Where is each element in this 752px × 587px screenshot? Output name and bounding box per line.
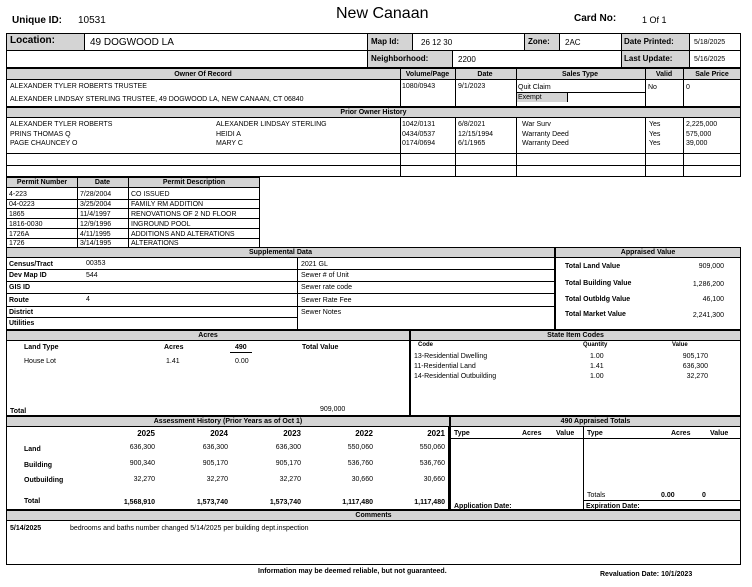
state-code-1: 13-Residential Dwelling [414,353,488,360]
appraised-label-4: Total Market Value [565,311,626,318]
prior-type-1: War Surv [522,121,551,128]
appraised-title: Appraised Value [555,247,741,258]
permit-number-4: 1816-0030 [9,221,43,228]
total-value-header: Total Value [302,344,339,351]
t490-totals-acres: 0.00 [661,492,675,499]
prior-volpage-2: 0434/0537 [402,131,436,138]
location-label: Location: [10,35,55,46]
assess-total-2024: 1,573,740 [196,499,228,506]
prior-coowner-1: ALEXANDER LINDSAY STERLING [216,121,327,128]
acres-header: Acres [164,344,184,351]
card-value: 1 Of 1 [642,15,667,25]
sale-price-header: Sale Price [695,71,729,78]
assess-land-2021: 550,060 [419,444,445,451]
year-2021: 2021 [427,429,445,438]
map-id-value: 26 12 30 [421,38,453,47]
assess-land-2023: 636,300 [275,444,301,451]
permit-desc-3: RENOVATIONS OF 2 ND FLOOR [131,211,237,218]
permit-date-5: 4/11/1995 [80,231,111,238]
prior-valid-3: Yes [649,140,661,147]
permit-date-2: 3/25/2004 [80,201,112,208]
state-qty-3: 1.00 [590,373,604,380]
year-2022: 2022 [355,429,373,438]
assess-building-2021: 536,760 [419,460,445,467]
state-value-header: Value [672,342,688,348]
acres-table [6,340,410,416]
permit-date-1: 7/28/2004 [80,191,112,198]
date-printed-label: Date Printed: [624,37,674,46]
revaluation-date: Revaluation Date: 10/1/2023 [600,571,693,578]
prior-coowner-2: HEIDI A [216,131,241,138]
supp-right-4: Sewer Rate Fee [301,297,352,304]
acres-value: 1.41 [166,358,180,365]
supp-right-1: 2021 GL [301,261,328,268]
unique-id-label: Unique ID: [12,15,62,26]
assess-building-label: Building [24,462,52,469]
prior-coowner-3: MARY C [216,140,243,147]
assess-total-2021: 1,117,480 [414,499,445,506]
acres-490-header: 490 [235,344,247,351]
map-id-label: Map Id: [371,37,399,46]
appraised-value-3: 46,100 [702,296,724,303]
t490-totals-label: Totals [587,492,606,499]
assess-building-2024: 905,170 [202,460,228,467]
permit-desc-1: CO ISSUED [131,191,170,198]
town-title: New Canaan [336,5,429,22]
supp-label-4: Route [9,297,29,304]
prior-price-3: 39,000 [686,140,708,147]
prior-type-2: Warranty Deed [522,131,569,138]
permit-number-1: 4-223 [9,191,27,198]
year-2024: 2024 [210,429,228,438]
prior-date-3: 6/1/1965 [458,140,486,147]
assess-outbuilding-2021: 30,660 [423,476,445,483]
appraised-label-2: Total Building Value [565,280,632,287]
state-qty-1: 1.00 [590,353,604,360]
neighborhood-value: 2200 [458,55,476,64]
year-2025: 2025 [137,429,155,438]
permit-desc-2: FAMILY RM ADDITION [131,201,204,208]
state-qty-2: 1.41 [590,363,604,370]
state-value-3: 32,270 [686,373,708,380]
state-code-header: Code [418,342,433,348]
assess-outbuilding-2024: 32,270 [206,476,228,483]
comment-text: bedrooms and baths number changed 5/14/2025 per building dept.inspection [70,525,309,532]
prior-price-1: 2,225,000 [686,121,718,128]
sales-type-header: Sales Type [561,71,599,78]
permit-desc-header: Permit Description [162,179,226,186]
assessment-title: Assessment History (Prior Years as of Oct 1) [6,416,450,427]
supp-right-5: Sewer Notes [301,309,342,316]
supp-value-4: 4 [86,296,90,303]
prior-owner-table [6,117,741,177]
owner-sales-type: Quit Claim [518,84,551,91]
supplemental-title: Supplemental Data [6,247,555,258]
permit-number-6: 1726 [9,240,25,247]
permit-number-3: 1865 [9,211,25,218]
assess-building-2022: 536,760 [347,460,373,467]
disclaimer: Information may be deemed reliable, but not guaranteed. [258,568,447,575]
assess-land-2022: 550,060 [347,444,373,451]
supp-label-6: Utilities [9,320,35,327]
state-codes-title: State Item Codes [410,330,741,341]
acres-490-value: 0.00 [235,358,249,365]
prior-owner-1: ALEXANDER TYLER ROBERTS [10,121,113,128]
exempt-label: Exempt [518,94,542,101]
assess-land-2025: 636,300 [129,444,155,451]
owner-header: Owner Of Record [174,71,232,78]
appraised-value-1: 909,000 [698,263,724,270]
state-value-1: 905,170 [682,353,708,360]
supp-label-3: GIS ID [9,284,31,291]
permit-desc-4: INGROUND POOL [131,221,191,228]
state-qty-header: Quantity [583,342,608,348]
date-header: Date [477,71,493,78]
assess-outbuilding-2023: 32,270 [279,476,301,483]
comments-title: Comments [6,510,741,521]
t490-value-header-2: Value [710,430,729,437]
permit-number-header: Permit Number [16,179,68,186]
supp-label-1: Census/Tract [9,261,53,268]
prior-price-2: 575,000 [686,131,712,138]
assess-total-2023: 1,573,740 [269,499,301,506]
comment-date: 5/14/2025 [10,525,42,532]
last-update-value: 5/16/2025 [694,56,726,63]
land-type-value: House Lot [24,358,56,365]
prior-owner-title: Prior Owner History [6,107,741,118]
t490-totals-value: 0 [702,492,706,499]
permit-date-header: Date [94,179,111,186]
prior-owner-2: PRINS THOMAS Q [10,131,71,138]
prior-volpage-3: 0174/0694 [402,140,436,147]
owner-line-1: ALEXANDER TYLER ROBERTS TRUSTEE [10,83,147,90]
t490-acres-header-1: Acres [522,430,542,437]
state-code-3: 14-Residential Outbuilding [414,373,497,380]
assess-building-2023: 905,170 [275,460,301,467]
assess-building-2025: 900,340 [129,460,155,467]
prior-date-1: 6/8/2021 [458,121,486,128]
acres-title: Acres [6,330,410,341]
assess-total-label: Total [24,498,41,505]
supp-label-5: District [9,309,34,316]
assess-total-2025: 1,568,910 [123,499,155,506]
supp-right-3: Sewer rate code [301,284,352,291]
unique-id-value: 10531 [78,15,106,26]
acres-total-value: 909,000 [320,406,346,413]
t490-value-header-1: Value [556,430,575,437]
t490-type-header-2: Type [587,430,603,437]
totals490-title: 490 Appraised Totals [450,416,741,427]
zone-value: 2AC [565,38,581,47]
owner-volpage: 1080/0943 [402,83,436,90]
prior-volpage-1: 1042/0131 [402,121,436,128]
assess-outbuilding-2022: 30,660 [351,476,373,483]
supp-value-1: 00353 [86,260,106,267]
t490-acres-header-2: Acres [671,430,691,437]
appraised-value-2: 1,286,200 [692,281,724,288]
card-label: Card No: [574,13,617,24]
assess-outbuilding-2025: 32,270 [133,476,155,483]
t490-type-header-1: Type [454,430,470,437]
owner-sale-price: 0 [686,84,690,91]
year-2023: 2023 [283,429,301,438]
owner-line-2: ALEXANDER LINDSAY STERLING TRUSTEE, 49 DOGWOOD LA, NEW CANAAN, CT 06840 [10,96,304,103]
permit-desc-6: ALTERATIONS [131,240,179,247]
assessment-table [6,426,450,510]
valid-header: Valid [655,71,673,78]
permit-date-6: 3/14/1995 [80,240,112,247]
permit-date-3: 11/4/1997 [80,211,111,218]
permit-desc-5: ADDITIONS AND ALTERATIONS [131,231,235,238]
state-code-2: 11-Residential Land [414,363,476,370]
appraised-label-1: Total Land Value [565,263,621,270]
permit-number-2: 04-0223 [9,201,35,208]
appraised-label-3: Total Outbldg Value [565,296,631,303]
acres-total-label: Total [10,408,27,415]
location-value: 49 DOGWOOD LA [90,37,174,48]
zone-label: Zone: [528,37,550,46]
permit-date-4: 12/9/1996 [80,221,112,228]
appraised-value-4: 2,241,300 [692,312,724,319]
supp-label-2: Dev Map ID [9,272,47,279]
volpage-header: Volume/Page [405,71,450,78]
owner-valid: No [648,84,657,91]
assess-outbuilding-label: Outbuilding [24,477,64,484]
prior-date-2: 12/15/1994 [458,131,494,138]
permit-number-5: 1726A [9,231,30,238]
prior-valid-2: Yes [649,131,661,138]
supp-value-2: 544 [86,272,98,279]
state-value-2: 636,300 [682,363,708,370]
application-date-label: Application Date: [454,503,512,510]
assess-total-2022: 1,117,480 [342,499,373,506]
last-update-label: Last Update: [624,54,673,63]
supp-right-2: Sewer # of Unit [301,272,349,279]
assess-land-label: Land [24,446,41,453]
date-printed-value: 5/18/2025 [694,39,726,46]
neighborhood-label: Neighborhood: [371,54,429,63]
prior-type-3: Warranty Deed [522,140,569,147]
assess-land-2024: 636,300 [202,444,228,451]
owner-date: 9/1/2023 [458,83,486,90]
prior-valid-1: Yes [649,121,661,128]
prior-owner-3: PAGE CHAUNCEY O [10,140,78,147]
expiration-date-label: Expiration Date: [586,503,640,510]
land-type-header: Land Type [24,344,59,351]
